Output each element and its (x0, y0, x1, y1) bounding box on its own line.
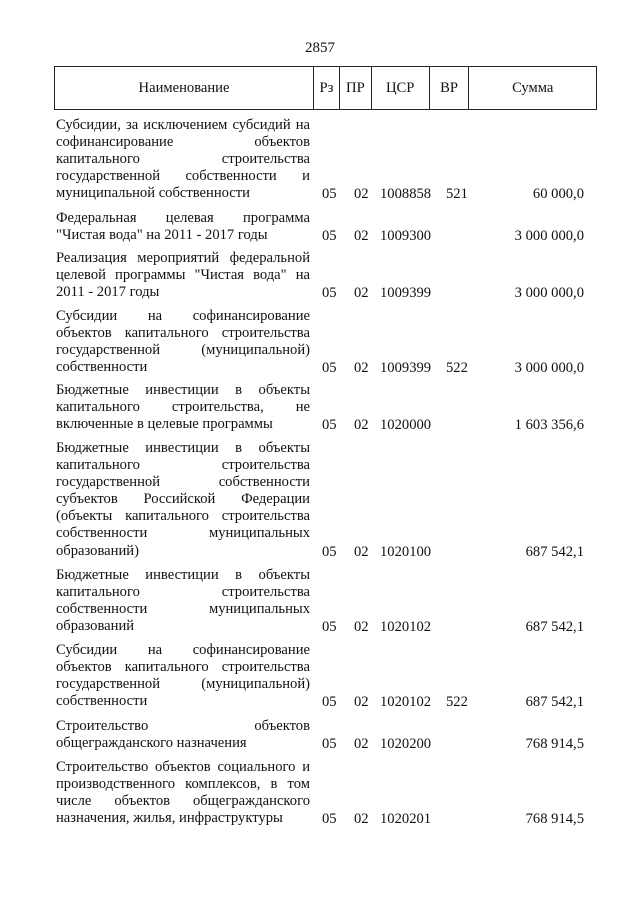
row-sum: 3 000 000,0 (514, 228, 584, 244)
row-rz: 05 (322, 619, 337, 635)
row-csr: 1020000 (380, 417, 432, 433)
row-rz: 05 (322, 544, 337, 560)
row-name: Федеральная целевая программа "Чистая вода" на 2011 - 2017 годы (56, 210, 310, 244)
row-rz: 05 (322, 228, 337, 244)
page-number: 2857 (305, 40, 335, 56)
row-vr: 521 (446, 186, 468, 202)
row-sum: 3 000 000,0 (514, 285, 584, 301)
table-row (56, 567, 596, 636)
row-sum: 60 000,0 (532, 186, 584, 202)
row-rz: 05 (322, 736, 337, 752)
row-csr: 1009399 (380, 360, 432, 376)
header-sum: Сумма (512, 79, 554, 96)
row-name: Строительство объектов социального и производственного комплексов, в том числе объектов общегражданского назначения, жилья, инфраструктуры (56, 759, 310, 827)
row-name: Субсидии, за исключением субсидий на софинансирование объектов капитального строительства государственной собственности и муниципальной собственности (56, 117, 310, 202)
row-rz: 05 (322, 811, 337, 827)
row-name: Бюджетные инвестиции в объекты капитального строительства, не включенные в целевые программы (56, 382, 310, 433)
row-name: Субсидии на софинансирование объектов капитального строительства государственной (муниципальной) собственности (56, 308, 310, 376)
row-pr: 02 (354, 186, 369, 202)
table-row (56, 759, 596, 828)
table-row (56, 117, 596, 203)
row-name: Бюджетные инвестиции в объекты капитального строительства государственной собственности субъектов Российской Федерации (объекты капитального строительства собственности муниципальных образований) (56, 440, 310, 559)
header-pr: ПР (340, 67, 372, 109)
row-csr: 1020100 (380, 544, 432, 560)
row-csr: 1020102 (380, 694, 432, 710)
row-sum: 687 542,1 (525, 694, 584, 710)
row-rz: 05 (322, 360, 337, 376)
row-csr: 1009399 (380, 285, 432, 301)
row-pr: 02 (354, 544, 369, 560)
table-row (56, 210, 596, 245)
table-row (56, 250, 596, 302)
row-vr: 522 (446, 360, 468, 376)
row-sum: 768 914,5 (525, 736, 584, 752)
header-vr: ВР (430, 67, 470, 109)
row-pr: 02 (354, 285, 369, 301)
row-pr: 02 (354, 811, 369, 827)
row-csr: 1008858 (380, 186, 432, 202)
header-name: Наименование (55, 67, 314, 109)
row-sum: 1 603 356,6 (514, 417, 584, 433)
row-pr: 02 (354, 694, 369, 710)
table-row (56, 718, 596, 753)
row-rz: 05 (322, 694, 337, 710)
table-row (56, 440, 596, 561)
row-pr: 02 (354, 736, 369, 752)
row-sum: 687 542,1 (525, 619, 584, 635)
table-row (56, 642, 596, 711)
row-name: Бюджетные инвестиции в объекты капитального строительства собственности муниципальных образований (56, 567, 310, 635)
row-pr: 02 (354, 417, 369, 433)
row-name: Субсидии на софинансирование объектов капитального строительства государственной (муниципальной) собственности (56, 642, 310, 710)
row-csr: 1009300 (380, 228, 432, 244)
row-pr: 02 (354, 619, 369, 635)
row-vr: 522 (446, 694, 468, 710)
row-name: Реализация мероприятий федеральной целевой программы "Чистая вода" на 2011 - 2017 годы (56, 250, 310, 301)
row-sum: 768 914,5 (525, 811, 584, 827)
row-csr: 1020200 (380, 736, 432, 752)
row-rz: 05 (322, 186, 337, 202)
header-csr: ЦСР (372, 67, 430, 109)
header-rz: Рз (314, 67, 340, 109)
row-csr: 1020201 (380, 811, 432, 827)
row-sum: 3 000 000,0 (514, 360, 584, 376)
table-row (56, 308, 596, 377)
row-csr: 1020102 (380, 619, 432, 635)
table-header (54, 66, 597, 110)
row-rz: 05 (322, 417, 337, 433)
row-pr: 02 (354, 228, 369, 244)
table-row (56, 382, 596, 434)
row-pr: 02 (354, 360, 369, 376)
row-sum: 687 542,1 (525, 544, 584, 560)
row-rz: 05 (322, 285, 337, 301)
row-name: Строительство объектов общегражданского назначения (56, 718, 310, 752)
